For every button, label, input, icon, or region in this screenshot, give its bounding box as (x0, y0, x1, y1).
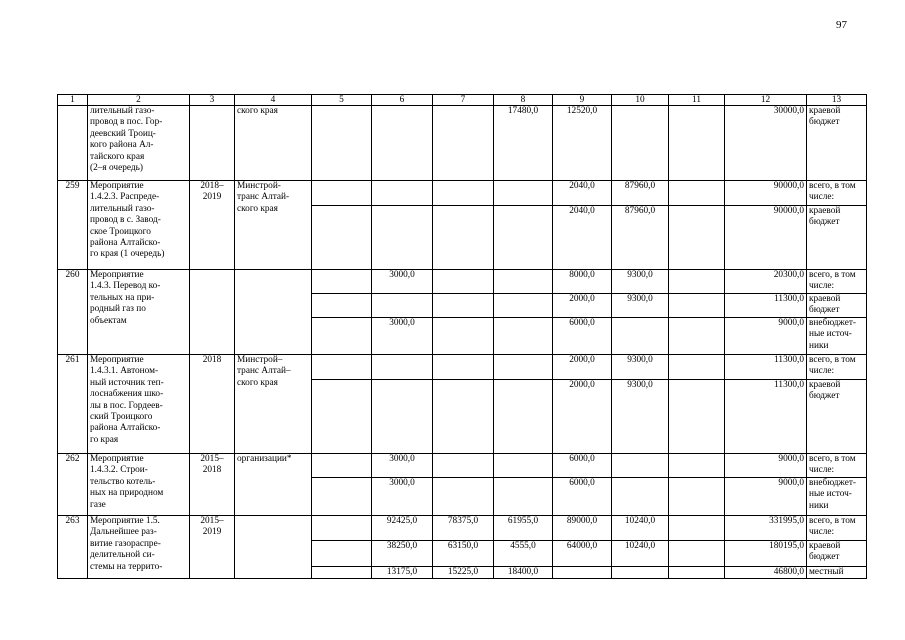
cell (669, 270, 725, 294)
executor: организации* (235, 454, 312, 516)
funding-source (807, 270, 867, 294)
header-cell: 2 (88, 95, 190, 106)
measure-name (88, 181, 190, 270)
value-cell: 8000,0 (553, 270, 612, 294)
cell (372, 106, 433, 181)
text-line: числе: (809, 366, 835, 377)
text-line: ское Троицкого (90, 226, 151, 237)
text-line: провод в с. Завод- (90, 215, 161, 226)
text-line: кого района Ал- (90, 140, 154, 151)
value-cell: 12520,0 (553, 106, 612, 181)
text-line: краевой (809, 380, 841, 390)
text-line: бюджет (809, 217, 840, 228)
text-line: ники (809, 340, 829, 351)
text-line: всего, в том (809, 355, 856, 365)
cell (494, 181, 553, 206)
executor (235, 516, 312, 579)
text-line: Минстрой- (237, 181, 281, 191)
value-cell: 9300,0 (612, 294, 669, 318)
cell (433, 478, 494, 516)
text-line: тельных на при- (90, 292, 155, 303)
value-cell: 6000,0 (553, 318, 612, 355)
value-cell: 15225,0 (433, 567, 494, 579)
total-cell: 9000,0 (725, 478, 807, 516)
text-line: ные источ- (809, 489, 852, 500)
text-line: деевский Троиц- (90, 128, 156, 139)
text-line: внебюджет- (809, 478, 857, 488)
text-line: Мероприятие (90, 454, 144, 464)
value-cell: 64000,0 (553, 541, 612, 567)
header-cell: 11 (669, 95, 725, 106)
header-cell: 3 (190, 95, 235, 106)
cell (612, 478, 669, 516)
value-cell: 6000,0 (553, 454, 612, 478)
header-cell: 9 (553, 95, 612, 106)
cell (669, 454, 725, 478)
text-line: объектам (90, 315, 127, 326)
cell (312, 206, 372, 270)
text-line: бюджет (809, 391, 840, 402)
total-cell: 20300,0 (725, 270, 807, 294)
table-row (58, 270, 867, 294)
row-number: 262 (58, 454, 88, 516)
value-cell: 10240,0 (612, 516, 669, 541)
text-line: бюджет (809, 552, 840, 563)
cell (612, 106, 669, 181)
row-number: 259 (58, 181, 88, 270)
value-cell: 78375,0 (433, 516, 494, 541)
text-line: стемы на террито- (90, 561, 163, 572)
value-cell: 61955,0 (494, 516, 553, 541)
row-number (58, 106, 88, 181)
header-cell: 12 (725, 95, 807, 106)
funding-source (807, 318, 867, 355)
value-cell: 2000,0 (553, 380, 612, 454)
period (190, 270, 235, 355)
total-cell: 11300,0 (725, 294, 807, 318)
total-cell: 9000,0 (725, 454, 807, 478)
total-cell: 9000,0 (725, 318, 807, 355)
text-line: го края (90, 434, 119, 445)
value-cell: 3000,0 (372, 318, 433, 355)
funding-source (807, 181, 867, 206)
value-cell: 6000,0 (553, 478, 612, 516)
header-cell: 4 (235, 95, 312, 106)
text-line: ники (809, 500, 829, 511)
text-line: краевой (809, 206, 841, 216)
total-cell: 180195,0 (725, 541, 807, 567)
period (190, 516, 235, 579)
text-line: внебюджет- (809, 318, 857, 328)
funding-source (807, 478, 867, 516)
value-cell: 4555,0 (494, 541, 553, 567)
text-line: 1.4.2.3. Распреде- (90, 192, 160, 203)
total-cell: 90000,0 (725, 206, 807, 270)
budget-table (57, 94, 867, 579)
measure-name (88, 270, 190, 355)
value-cell: 18400,0 (494, 567, 553, 579)
cell (433, 181, 494, 206)
text-line: тельство котель- (90, 476, 156, 487)
cell (433, 380, 494, 454)
text-line: всего, в том (809, 270, 856, 280)
cell (433, 270, 494, 294)
text-line: числе: (809, 527, 835, 538)
text-line: 2015– (200, 454, 224, 464)
cell (494, 355, 553, 380)
header-row (58, 95, 867, 106)
text-line: числе: (809, 281, 835, 292)
text-line: ский Троицкого (90, 412, 153, 423)
text-line: ского края (237, 203, 278, 214)
text-line: бюджет (809, 305, 840, 316)
cell (312, 318, 372, 355)
text-line: транс Алтай– (237, 366, 291, 377)
page-number: 97 (836, 19, 847, 31)
value-cell: 92425,0 (372, 516, 433, 541)
text-line: Мероприятие (90, 270, 144, 280)
header-cell: 5 (312, 95, 372, 106)
cell (612, 318, 669, 355)
cell (433, 106, 494, 181)
cell (494, 454, 553, 478)
funding-source (807, 294, 867, 318)
header-cell: 1 (58, 95, 88, 106)
cell (553, 567, 612, 579)
value-cell: 89000,0 (553, 516, 612, 541)
value-cell: 3000,0 (372, 454, 433, 478)
text-line: всего, в том (809, 516, 856, 526)
cell (669, 567, 725, 579)
funding-source (807, 206, 867, 270)
text-line: ный источник теп- (90, 377, 164, 388)
text-line: транс Алтай- (237, 192, 290, 203)
cell (312, 181, 372, 206)
text-line: местный (809, 567, 844, 577)
text-line: бюджет (809, 117, 840, 128)
cell (312, 478, 372, 516)
value-cell: 87960,0 (612, 206, 669, 270)
funding-source (807, 355, 867, 380)
cell (372, 181, 433, 206)
value-cell: 2000,0 (553, 355, 612, 380)
text-line: ского края (237, 377, 278, 388)
period (190, 106, 235, 181)
cell (494, 206, 553, 270)
funding-source (807, 516, 867, 541)
table-row (58, 355, 867, 380)
cell (669, 318, 725, 355)
cell (312, 454, 372, 478)
total-cell: 11300,0 (725, 380, 807, 454)
text-line: провод в пос. Гор- (90, 117, 163, 128)
text-line: всего, в том (809, 454, 856, 464)
text-line: 2019 (202, 527, 222, 538)
text-line: района Алтайско- (90, 423, 161, 434)
text-line: (2–я очередь) (90, 163, 143, 174)
cell (433, 206, 494, 270)
text-line: 1.4.3. Перевод ко- (90, 281, 161, 292)
period (190, 454, 235, 516)
cell (372, 294, 433, 318)
cell (312, 567, 372, 579)
cell (669, 541, 725, 567)
value-cell: 17480,0 (494, 106, 553, 181)
table-row (58, 181, 867, 206)
value-cell: 63150,0 (433, 541, 494, 567)
text-line: 2018 (202, 465, 222, 476)
text-line: 1.4.3.1. Автоном- (90, 366, 159, 377)
cell (669, 106, 725, 181)
value-cell: 9300,0 (612, 355, 669, 380)
header-cell: 13 (807, 95, 867, 106)
cell (312, 380, 372, 454)
value-cell: 3000,0 (372, 478, 433, 516)
cell (612, 567, 669, 579)
row-number: 260 (58, 270, 88, 355)
text-line: краевой (809, 294, 841, 304)
cell (372, 355, 433, 380)
row-number: 261 (58, 355, 88, 454)
text-line: 2018– (200, 181, 224, 191)
cell (312, 355, 372, 380)
cell (433, 318, 494, 355)
text-line: всего, в том (809, 181, 856, 191)
text-line: го края (1 очередь) (90, 249, 165, 260)
funding-source (807, 106, 867, 181)
cell (669, 206, 725, 270)
header-cell: 10 (612, 95, 669, 106)
total-cell: 331995,0 (725, 516, 807, 541)
text-line: числе: (809, 465, 835, 476)
funding-source (807, 567, 867, 579)
cell (494, 318, 553, 355)
value-cell: 3000,0 (372, 270, 433, 294)
text-line: Мероприятие 1.5. (90, 516, 160, 526)
header-cell: 6 (372, 95, 433, 106)
total-cell: 46800,0 (725, 567, 807, 579)
text-line: лительный газо- (90, 203, 155, 214)
cell (433, 454, 494, 478)
cell (433, 294, 494, 318)
value-cell: 87960,0 (612, 181, 669, 206)
text-line: газе (90, 499, 106, 510)
cell (669, 355, 725, 380)
table-row (58, 106, 867, 181)
text-line: родный газ по (90, 304, 146, 315)
cell (494, 478, 553, 516)
cell (669, 181, 725, 206)
funding-source (807, 541, 867, 567)
text-line: 2019 (202, 192, 222, 203)
value-cell: 2040,0 (553, 181, 612, 206)
cell (669, 294, 725, 318)
text-line: краевой (809, 106, 841, 116)
text-line: числе: (809, 192, 835, 203)
cell (372, 206, 433, 270)
measure-name (88, 516, 190, 579)
cell (312, 516, 372, 541)
funding-source (807, 380, 867, 454)
text-line: Минстрой– (237, 355, 283, 365)
text-line: витие газораспре- (90, 538, 161, 549)
cell (494, 270, 553, 294)
value-cell: 13175,0 (372, 567, 433, 579)
value-cell: 38250,0 (372, 541, 433, 567)
total-cell: 90000,0 (725, 181, 807, 206)
total-cell: 11300,0 (725, 355, 807, 380)
text-line: 2015– (200, 516, 224, 526)
table-row (58, 516, 867, 541)
text-line: 1.4.3.2. Строи- (90, 465, 148, 476)
cell (669, 380, 725, 454)
cell (312, 106, 372, 181)
cell (433, 355, 494, 380)
executor: ского края (235, 106, 312, 181)
cell (312, 270, 372, 294)
value-cell: 10240,0 (612, 541, 669, 567)
cell (612, 454, 669, 478)
header-cell: 8 (494, 95, 553, 106)
cell (312, 294, 372, 318)
value-cell: 2040,0 (553, 206, 612, 270)
measure-name (88, 106, 190, 181)
text-line: Мероприятие (90, 181, 144, 191)
cell (312, 541, 372, 567)
cell (372, 380, 433, 454)
value-cell: 9300,0 (612, 380, 669, 454)
text-line: тайского края (90, 151, 145, 162)
text-line: лоснабжения шко- (90, 389, 164, 400)
funding-source (807, 454, 867, 478)
executor (235, 270, 312, 355)
measure-name (88, 454, 190, 516)
text-line: делительной си- (90, 550, 155, 561)
total-cell: 30000,0 (725, 106, 807, 181)
value-cell: 9300,0 (612, 270, 669, 294)
cell (494, 294, 553, 318)
text-line: района Алтайско- (90, 238, 161, 249)
measure-name (88, 355, 190, 454)
executor (235, 355, 312, 454)
cell (494, 380, 553, 454)
period (190, 181, 235, 270)
table-row (58, 454, 867, 478)
text-line: Дальнейшее раз- (90, 527, 157, 538)
text-line: краевой (809, 541, 841, 551)
row-number: 263 (58, 516, 88, 579)
header-cell: 7 (433, 95, 494, 106)
cell (669, 516, 725, 541)
cell (669, 478, 725, 516)
text-line: ных на природном (90, 488, 164, 499)
text-line: Мероприятие (90, 355, 144, 365)
period: 2018 (190, 355, 235, 454)
value-cell: 2000,0 (553, 294, 612, 318)
text-line: лы в пос. Гордеев- (90, 400, 163, 411)
text-line: лительный газо- (90, 106, 155, 116)
text-line: ные источ- (809, 329, 852, 340)
executor (235, 181, 312, 270)
